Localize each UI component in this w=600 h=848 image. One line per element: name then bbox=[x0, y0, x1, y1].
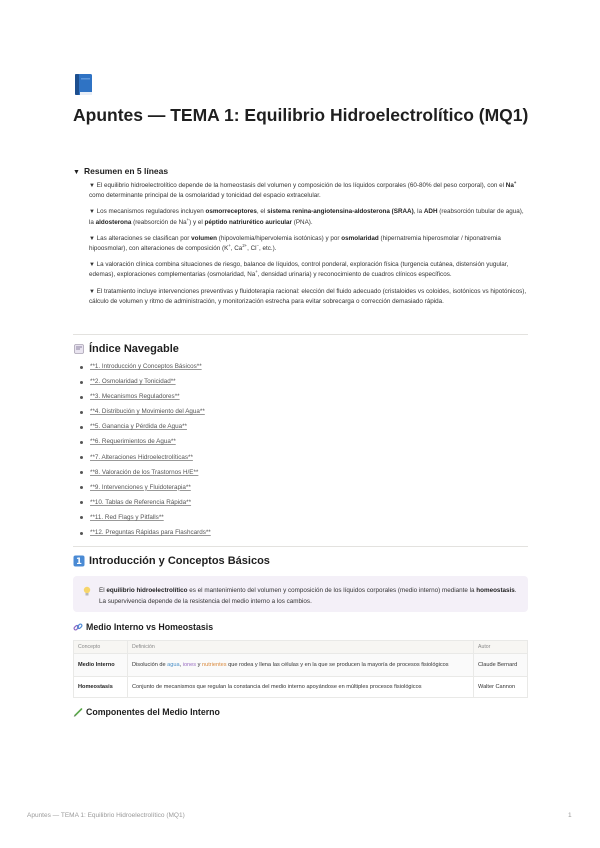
index-item bbox=[80, 377, 211, 392]
index-link[interactable]: **2. Osmolaridad y Tonicidad** bbox=[90, 378, 176, 386]
text-run: osmorreceptores bbox=[205, 208, 257, 216]
text-run: − bbox=[256, 242, 260, 248]
bullet-icon bbox=[80, 426, 83, 429]
book-icon bbox=[73, 73, 95, 97]
text-run: El equilibrio hidroelectrolítico depende de la homeostasis del volumen y composición de los líquidos corporales (60-80% del peso corporal), con el bbox=[96, 182, 506, 189]
text-run: como determinante principal de la osmolaridad y tonicidad del espacio extracelular. bbox=[89, 192, 321, 200]
author-cell: Walter Cannon bbox=[474, 677, 528, 698]
text-run: Conjunto de mecanismos que regulan la constancia del medio interno apoyándose en múltiples procesos fisiológicos bbox=[132, 683, 422, 690]
lightbulb-icon bbox=[83, 586, 91, 597]
table-row bbox=[74, 654, 528, 677]
text-run: , etc.). bbox=[259, 245, 277, 253]
bullet-icon bbox=[80, 516, 83, 519]
svg-text:1: 1 bbox=[76, 557, 82, 567]
text-run: es el mantenimiento del volumen y composición de los líquidos corporales (medio interno) mediante la bbox=[187, 587, 477, 594]
summary-item[interactable] bbox=[89, 234, 529, 254]
concept-cell: Homeostasis bbox=[74, 677, 128, 698]
text-run: Disolución de bbox=[132, 661, 168, 668]
link-icon bbox=[73, 622, 83, 632]
text-run: osmolaridad bbox=[341, 234, 379, 242]
bullet-icon bbox=[80, 471, 83, 474]
text-run: , Cl bbox=[247, 245, 257, 253]
summary-list bbox=[89, 181, 529, 313]
column-header: Concepto bbox=[74, 641, 128, 654]
table-header-row bbox=[74, 641, 528, 654]
text-run: , la bbox=[413, 208, 424, 216]
text-run: agua bbox=[167, 661, 180, 668]
text-run: , bbox=[179, 661, 183, 668]
subsection-heading bbox=[73, 622, 213, 632]
text-run: Las alteraciones se clasifican por bbox=[96, 234, 192, 242]
index-link[interactable]: **6. Requerimientos de Agua** bbox=[90, 438, 176, 446]
keycap-one-icon bbox=[73, 555, 85, 567]
index-heading bbox=[73, 343, 179, 355]
definition-cell bbox=[128, 654, 474, 677]
index-link[interactable]: **9. Intervenciones y Fluidoterapia** bbox=[90, 483, 191, 491]
page-number: 1 bbox=[568, 812, 572, 819]
text-run: , el bbox=[256, 208, 268, 216]
index-item bbox=[80, 362, 211, 377]
index-item bbox=[80, 498, 211, 513]
index-item bbox=[80, 468, 211, 483]
syringe-icon bbox=[73, 707, 83, 717]
index-item bbox=[80, 453, 211, 468]
toggle-down-icon: ▼ bbox=[89, 209, 97, 216]
section-heading bbox=[73, 555, 270, 567]
text-run: + bbox=[186, 216, 190, 222]
text-run: volumen bbox=[191, 234, 218, 242]
bullet-icon bbox=[80, 532, 83, 535]
bullet-icon bbox=[80, 456, 83, 459]
text-run: nutrientes bbox=[201, 661, 227, 668]
bullet-icon bbox=[80, 486, 83, 489]
text-run: (reabsorción tubular de agua), la bbox=[89, 208, 524, 226]
column-header: Definición bbox=[128, 641, 474, 654]
text-run: péptido natriurético auricular bbox=[204, 218, 293, 226]
bullet-icon bbox=[80, 366, 83, 369]
toggle-down-icon: ▼ bbox=[89, 288, 97, 295]
summary-toggle[interactable] bbox=[73, 166, 168, 176]
index-link[interactable]: **11. Red Flags y Pitfalls** bbox=[90, 513, 164, 521]
index-item bbox=[80, 422, 211, 437]
subsection-heading-text: Medio Interno vs Homeostasis bbox=[86, 622, 214, 632]
summary-heading: Resumen en 5 líneas bbox=[84, 166, 169, 176]
index-link[interactable]: **5. Ganancia y Pérdida de Agua** bbox=[90, 423, 187, 431]
callout-text bbox=[99, 585, 519, 607]
index-item bbox=[80, 513, 211, 528]
text-run: equilibrio hidroelectrolítico bbox=[106, 587, 188, 594]
index-heading-text: Índice Navegable bbox=[89, 343, 179, 355]
text-run: Los mecanismos reguladores incluyen bbox=[96, 208, 206, 216]
text-run: El tratamiento incluye intervenciones preventivas y fluidoterapia racional: elección del fluido adecuado (cristaloides vs coloides, isotónicos vs hipotónicos), cálculo de volumen y ritmo de administración, y monitorización estrecha para evitar sobrecarga o corrección demasiado rápida. bbox=[89, 287, 527, 305]
text-run: que rodea y llena las células y en la que se producen la mayoría de procesos fisiológicos bbox=[226, 661, 449, 668]
index-link[interactable]: **10. Tablas de Referencia Rápida** bbox=[90, 498, 192, 506]
callout bbox=[73, 576, 528, 612]
definitions-table bbox=[73, 640, 528, 698]
text-run: y bbox=[196, 661, 202, 668]
text-run: + bbox=[255, 269, 258, 275]
text-run: aldosterona bbox=[95, 218, 132, 226]
definition-cell bbox=[128, 677, 474, 698]
text-run: (PNA). bbox=[292, 218, 313, 226]
text-run: , densidad urinaria) y reconocimiento de cuadros clínicos específicos. bbox=[257, 271, 452, 279]
text-run: El bbox=[99, 587, 107, 594]
text-run: (hipernatremia hiperosmolar / hiponatremia hipoosmolar), con alteraciones de composición (K bbox=[89, 234, 501, 253]
summary-item[interactable] bbox=[89, 260, 529, 280]
summary-item[interactable] bbox=[89, 207, 529, 227]
column-header: Autor bbox=[474, 641, 528, 654]
toggle-down-icon: ▼ bbox=[89, 183, 97, 189]
index-link[interactable]: **8. Valoración de los Trastornos H/E** bbox=[90, 468, 199, 476]
index-list bbox=[80, 362, 211, 543]
bullet-icon bbox=[80, 441, 83, 444]
text-run: 2+ bbox=[242, 242, 248, 248]
table-row bbox=[74, 677, 528, 698]
index-item bbox=[80, 407, 211, 422]
page-title: Apuntes — TEMA 1: Equilibrio Hidroelectrolítico (MQ1) bbox=[73, 105, 529, 125]
index-item bbox=[80, 483, 211, 498]
toggle-down-icon: ▼ bbox=[89, 235, 97, 242]
text-run: homeostasis bbox=[476, 587, 515, 594]
text-run: . La supervivencia depende de la resistencia del medio interno a los cambios. bbox=[99, 587, 517, 605]
index-link[interactable]: **3. Mecanismos Reguladores** bbox=[90, 393, 180, 401]
index-item bbox=[80, 392, 211, 407]
index-icon bbox=[73, 343, 85, 355]
text-run: La valoración clínica combina situaciones de riesgo, balance de líquidos, control ponderal, exploración física (turgencia cutánea, distensión yugular, edemas), exploraciones complementarias (osmolaridad, Na bbox=[89, 261, 509, 279]
text-run: sistema renina-angiotensina-aldosterona (SRAA) bbox=[267, 208, 414, 216]
divider bbox=[73, 546, 528, 547]
toggle-down-icon: ▼ bbox=[89, 262, 97, 269]
subsection-heading bbox=[73, 707, 220, 717]
text-run: iones bbox=[182, 661, 197, 668]
text-run: + bbox=[513, 179, 517, 185]
bullet-icon bbox=[80, 396, 83, 399]
index-link[interactable]: **7. Alteraciones Hidroelectrolíticas** bbox=[90, 453, 193, 461]
text-run: (reabsorción de Na bbox=[131, 218, 187, 226]
summary-item[interactable] bbox=[89, 181, 529, 201]
bullet-icon bbox=[80, 381, 83, 384]
index-item bbox=[80, 437, 211, 452]
divider bbox=[73, 334, 528, 335]
concept-cell: Medio Interno bbox=[74, 654, 128, 677]
footer-title: Apuntes — TEMA 1: Equilibrio Hidroelectrolítico (MQ1) bbox=[27, 812, 185, 819]
index-link[interactable]: **1. Introducción y Conceptos Básicos** bbox=[90, 363, 202, 370]
text-run: ) y el bbox=[189, 218, 205, 226]
text-run: + bbox=[228, 242, 231, 248]
index-link[interactable]: **4. Distribución y Movimiento del Agua** bbox=[90, 408, 205, 416]
bullet-icon bbox=[80, 411, 83, 414]
index-link[interactable]: **12. Preguntas Rápidas para Flashcards** bbox=[90, 529, 211, 537]
text-run: , Ca bbox=[230, 245, 243, 253]
text-run: Na bbox=[505, 182, 514, 189]
bullet-icon bbox=[80, 501, 83, 504]
summary-item[interactable] bbox=[89, 287, 529, 307]
section-heading-text: Introducción y Conceptos Básicos bbox=[89, 555, 270, 567]
subsection-heading-text: Componentes del Medio Interno bbox=[86, 707, 220, 717]
text-run: (hipovolemia/hipervolemia isotónicas) y por bbox=[217, 234, 342, 242]
text-run: ADH bbox=[423, 208, 438, 216]
index-item bbox=[80, 528, 211, 543]
author-cell: Claude Bernard bbox=[474, 654, 528, 677]
toggle-down-icon: ▼ bbox=[73, 169, 80, 176]
